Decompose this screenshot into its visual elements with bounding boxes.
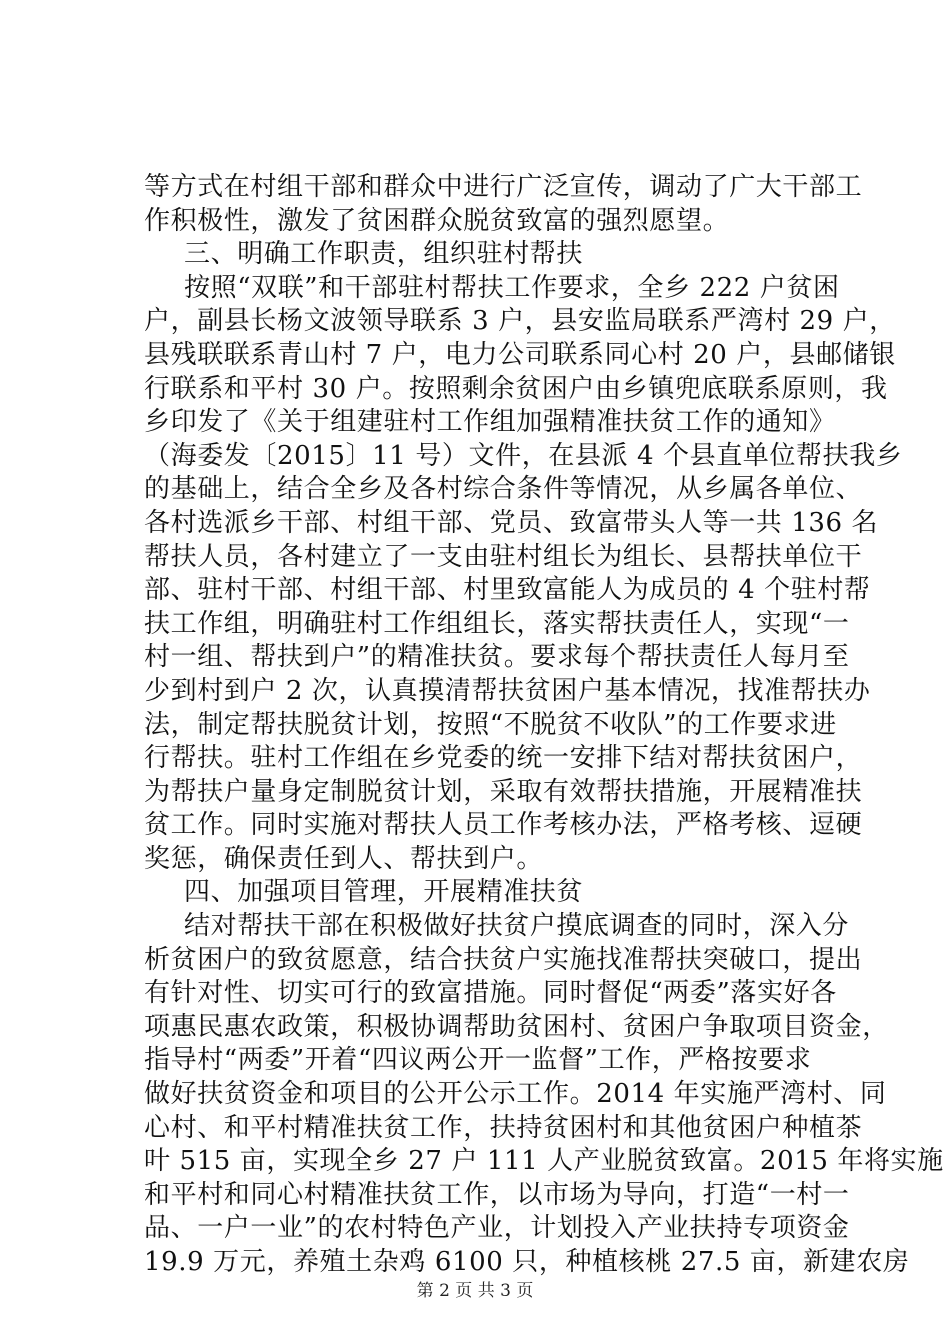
- text-line: 村一组、帮扶到户”的精准扶贫。要求每个帮扶责任人每月至: [144, 642, 850, 673]
- page-footer: [0, 1276, 950, 1301]
- text-line: 等方式在村组干部和群众中进行广泛宣传，调动了广大干部工: [144, 172, 863, 202]
- text-line: 行帮扶。驻村工作组在乡党委的统一安排下结对帮扶贫困户，: [144, 743, 863, 774]
- text-line: 叶 515 亩，实现全乡 27 户 111 人产业脱贫致富。2015 年将实施: [144, 1146, 944, 1177]
- text-line: 部、驻村干部、村组干部、村里致富能人为成员的 4 个驻村帮: [144, 575, 871, 606]
- text-line: 户，副县长杨文波领导联系 3 户，县安监局联系严湾村 29 户，: [144, 306, 896, 337]
- text-line: 品、一户一业”的农村特色产业，计划投入产业扶持专项资金: [144, 1213, 850, 1244]
- text-line: 扶工作组，明确驻村工作组组长，落实帮扶责任人，实现“一: [144, 608, 850, 639]
- text-line: 有针对性、切实可行的致富措施。同时督促“两委”落实好各: [144, 978, 837, 1009]
- text-line: 帮扶人员，各村建立了一支由驻村组长为组长、县帮扶单位干: [144, 541, 863, 572]
- document-body: [144, 171, 944, 1280]
- text-line: 贫工作。同时实施对帮扶人员工作考核办法，严格考核、逗硬: [144, 810, 863, 841]
- text-line: 县残联联系青山村 7 户，电力公司联系同心村 20 户，县邮储银: [144, 339, 896, 370]
- text-line: 少到村到户 2 次，认真摸清帮扶贫困户基本情况，找准帮扶办: [144, 675, 871, 706]
- text-line: 19.9 万元，养殖土杂鸡 6100 只，种植核桃 27.5 亩，新建农房: [144, 1247, 910, 1277]
- text-line: 结对帮扶干部在积极做好扶贫户摸底调查的同时，深入分: [184, 911, 850, 942]
- text-line: 法，制定帮扶脱贫计划，按照“不脱贫不收队”的工作要求进: [144, 709, 837, 740]
- text-line: 按照“双联”和干部驻村帮扶工作要求，全乡 222 户贫困: [184, 272, 840, 303]
- text-line: 行联系和平村 30 户。按照剩余贫困户由乡镇兜底联系原则，我: [144, 373, 888, 404]
- text-line: 析贫困户的致贫愿意，结合扶贫户实施找准帮扶突破口，提出: [144, 944, 863, 975]
- text-line: 各村选派乡干部、村组干部、党员、致富带头人等一共 136 名: [144, 507, 879, 538]
- text-line: 项惠民惠农政策，积极协调帮助贫困村、贫困户争取项目资金，: [144, 1011, 889, 1042]
- text-line: 的基础上，结合全乡及各村综合条件等情况，从乡属各单位、: [144, 474, 863, 505]
- section-heading: 三、明确工作职责，组织驻村帮扶: [184, 239, 584, 270]
- text-line: 乡印发了《关于组建驻村工作组加强精准扶贫工作的通知》: [144, 407, 836, 438]
- text-line: 做好扶贫资金和项目的公开公示工作。2014 年实施严湾村、同: [144, 1079, 887, 1110]
- section-heading: 四、加强项目管理，开展精准扶贫: [184, 877, 584, 908]
- text-line: 为帮扶户量身定制脱贫计划，采取有效帮扶措施，开展精准扶: [144, 776, 863, 807]
- text-line: （海委发〔2015〕11 号）文件，在县派 4 个县直单位帮扶我乡: [144, 440, 903, 471]
- text-line: 指导村“两委”开着“四议两公开一监督”工作，严格按要求: [144, 1045, 812, 1076]
- text-line: 作积极性，激发了贫困群众脱贫致富的强烈愿望。: [144, 205, 730, 236]
- text-line: 心村、和平村精准扶贫工作，扶持贫困村和其他贫困户种植茶: [144, 1112, 863, 1143]
- page-number-label: 第 2 页 共 3 页: [416, 1281, 534, 1301]
- text-line: 奖惩，确保责任到人、帮扶到户。: [144, 843, 544, 874]
- text-line: 和平村和同心村精准扶贫工作，以市场为导向，打造“一村一: [144, 1179, 850, 1210]
